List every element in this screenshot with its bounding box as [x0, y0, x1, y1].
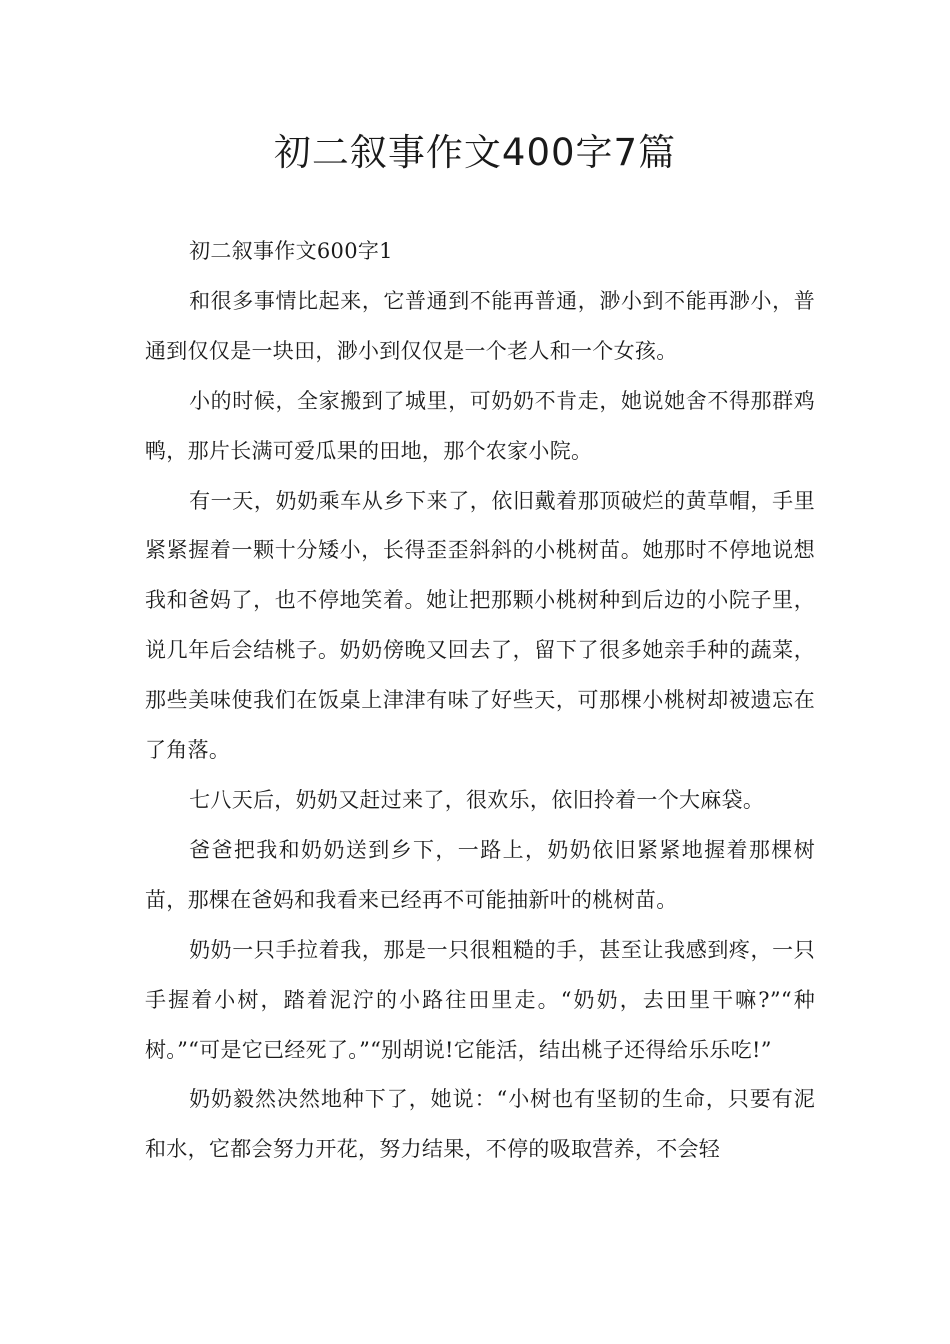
section-heading: 初二叙事作文600字1: [189, 239, 393, 263]
paragraph: 七八天后，奶奶又赶过来了，很欢乐，依旧拎着一个大麻袋。: [189, 787, 765, 812]
document-body: [145, 227, 815, 1175]
paragraph: 有一天，奶奶乘车从乡下来了，依旧戴着那顶破烂的黄草帽，手里紧紧握着一颗十分矮小，长得歪歪斜斜的小桃树苗。她那时不停地说想我和爸妈了，也不停地笑着。她让把那颗小桃树种到后边的小院子里，说几年后会结桃子。奶奶傍晚又回去了，留下了很多她亲手种的蔬菜，那些美味使我们在饭桌上津津有味了好些天，可那棵小桃树却被遗忘在了角落。: [145, 488, 815, 763]
paragraph: 和很多事情比起来，它普通到不能再普通，渺小到不能再渺小，普通到仅仅是一块田，渺小到仅仅是一个老人和一个女孩。: [145, 288, 815, 363]
paragraph: 奶奶一只手拉着我，那是一只很粗糙的手，甚至让我感到疼，一只手握着小树，踏着泥泞的小路往田里走。“奶奶，去田里干嘛?”“种树。”“可是它已经死了。”“别胡说!它能活，结出桃子还得给乐乐吃!”: [145, 937, 815, 1062]
paragraph: 爸爸把我和奶奶送到乡下，一路上，奶奶依旧紧紧地握着那棵树苗，那棵在爸妈和我看来已经再不可能抽新叶的桃树苗。: [145, 837, 815, 912]
document-title: 初二叙事作文400字7篇: [273, 131, 677, 174]
paragraph: 小的时候，全家搬到了城里，可奶奶不肯走，她说她舍不得那群鸡鸭，那片长满可爱瓜果的田地，那个农家小院。: [145, 388, 815, 463]
paragraph: 奶奶毅然决然地种下了，她说：“小树也有坚韧的生命，只要有泥和水，它都会努力开花，努力结果，不停的吸取营养，不会轻: [145, 1087, 815, 1162]
